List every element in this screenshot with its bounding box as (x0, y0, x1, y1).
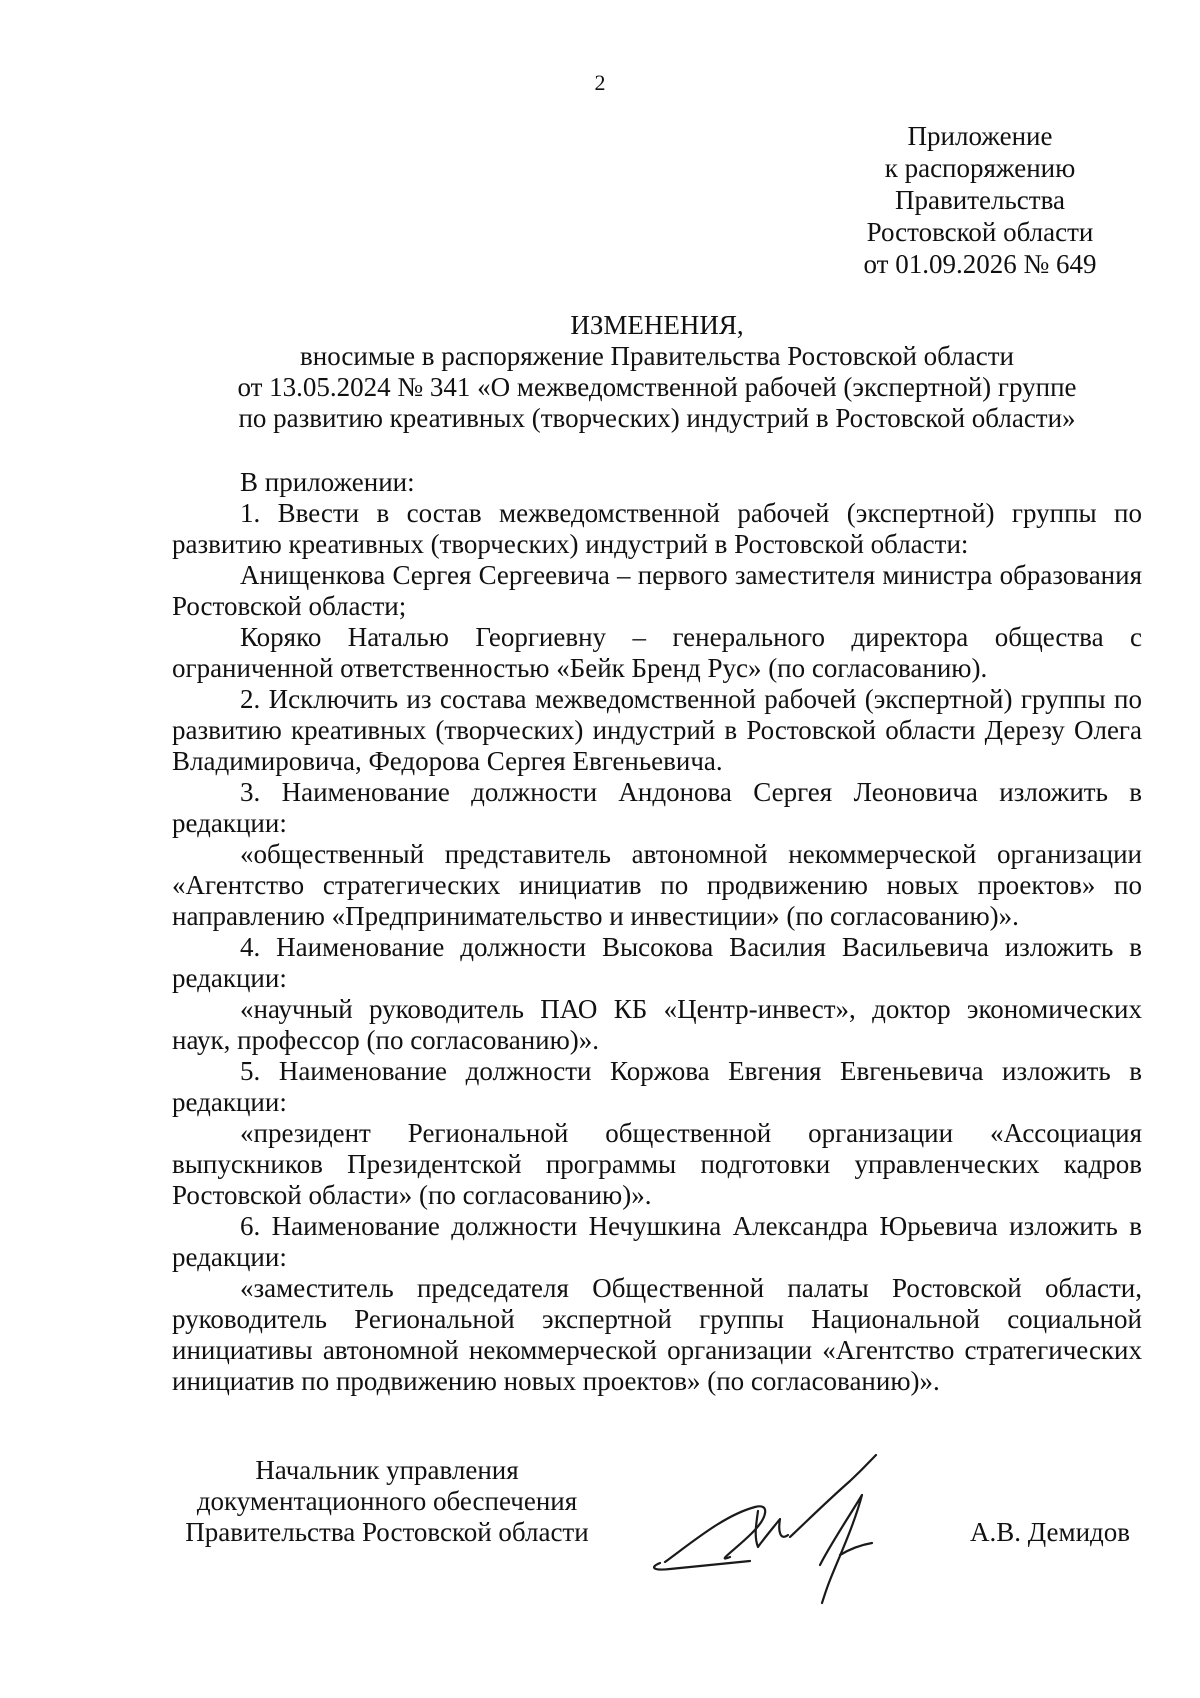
body-paragraph: В приложении: (240, 467, 415, 497)
signatory-position-line: Правительства Ростовской области (185, 1517, 589, 1547)
title-line: вносимые в распоряжение Правительства Ростовской области (300, 341, 1014, 371)
signatory-position-line: Начальник управления (255, 1455, 519, 1485)
appendix-line: к распоряжению (884, 153, 1076, 183)
signature-block (0, 1455, 1200, 1655)
document-title (172, 310, 1142, 434)
body-paragraph: 2. Исключить из состава межведомственной рабочей (экспертной) группы по развитию креативных (творческих) индустрий в Ростовской области Дерезу Олега Владимировича, Федорова Сергея Евгеньевича. (172, 684, 1142, 776)
body-paragraph: «общественный представитель автономной некоммерческой организации «Агентство стратегических инициатив по продвижению новых проектов» по направлению «Предпринимательство и инвестиции» (по согласованию)». (172, 839, 1142, 931)
appendix-block (845, 120, 1115, 280)
appendix-line: Приложение (907, 121, 1053, 151)
appendix-line: Ростовской области (866, 217, 1094, 247)
handwritten-signature (640, 1445, 940, 1615)
body-paragraph: «заместитель председателя Общественной палаты Ростовской области, руководитель Региональной экспертной группы Национальной социальной инициативы автономной некоммерческой организации «Агентство стратегических инициатив по продвижению новых проектов» (по согласованию)». (172, 1273, 1142, 1396)
body-paragraph: 3. Наименование должности Андонова Сергея Леоновича изложить в редакции: (172, 777, 1142, 838)
title-line: от 13.05.2024 № 341 «О межведомственной рабочей (экспертной) группе (237, 372, 1077, 402)
appendix-line: от 01.09.2026 № 649 (863, 249, 1097, 279)
body-paragraph: 1. Ввести в состав межведомственной рабочей (экспертной) группы по развитию креативных (творческих) индустрий в Ростовской области: (172, 498, 1142, 559)
body-paragraph: Анищенкова Сергея Сергеевича – первого заместителя министра образования Ростовской области; (172, 560, 1142, 621)
title-line: по развитию креативных (творческих) индустрий в Ростовской области» (238, 403, 1076, 433)
page-number: 2 (594, 70, 606, 95)
signatory-name: А.В. Демидов (970, 1517, 1131, 1547)
document-body (172, 467, 1142, 1397)
body-paragraph: 4. Наименование должности Высокова Василия Васильевича изложить в редакции: (172, 932, 1142, 993)
signatory-position-line: документационного обеспечения (196, 1486, 578, 1516)
body-paragraph: «президент Региональной общественной организации «Ассоциация выпускников Президентской программы подготовки управленческих кадров Ростовской области» (по согласованию)». (172, 1118, 1142, 1210)
appendix-line: Правительства (895, 185, 1065, 215)
body-paragraph: 5. Наименование должности Коржова Евгения Евгеньевича изложить в редакции: (172, 1056, 1142, 1117)
body-paragraph: «научный руководитель ПАО КБ «Центр-инвест», доктор экономических наук, профессор (по согласованию)». (172, 994, 1142, 1055)
title-heading: ИЗМЕНЕНИЯ, (570, 310, 744, 340)
body-paragraph: Коряко Наталью Георгиевну – генерального директора общества с ограниченной ответственностью «Бейк Бренд Рус» (по согласованию). (172, 622, 1142, 683)
body-paragraph: 6. Наименование должности Нечушкина Александра Юрьевича изложить в редакции: (172, 1211, 1142, 1272)
signatory-position (172, 1455, 602, 1548)
